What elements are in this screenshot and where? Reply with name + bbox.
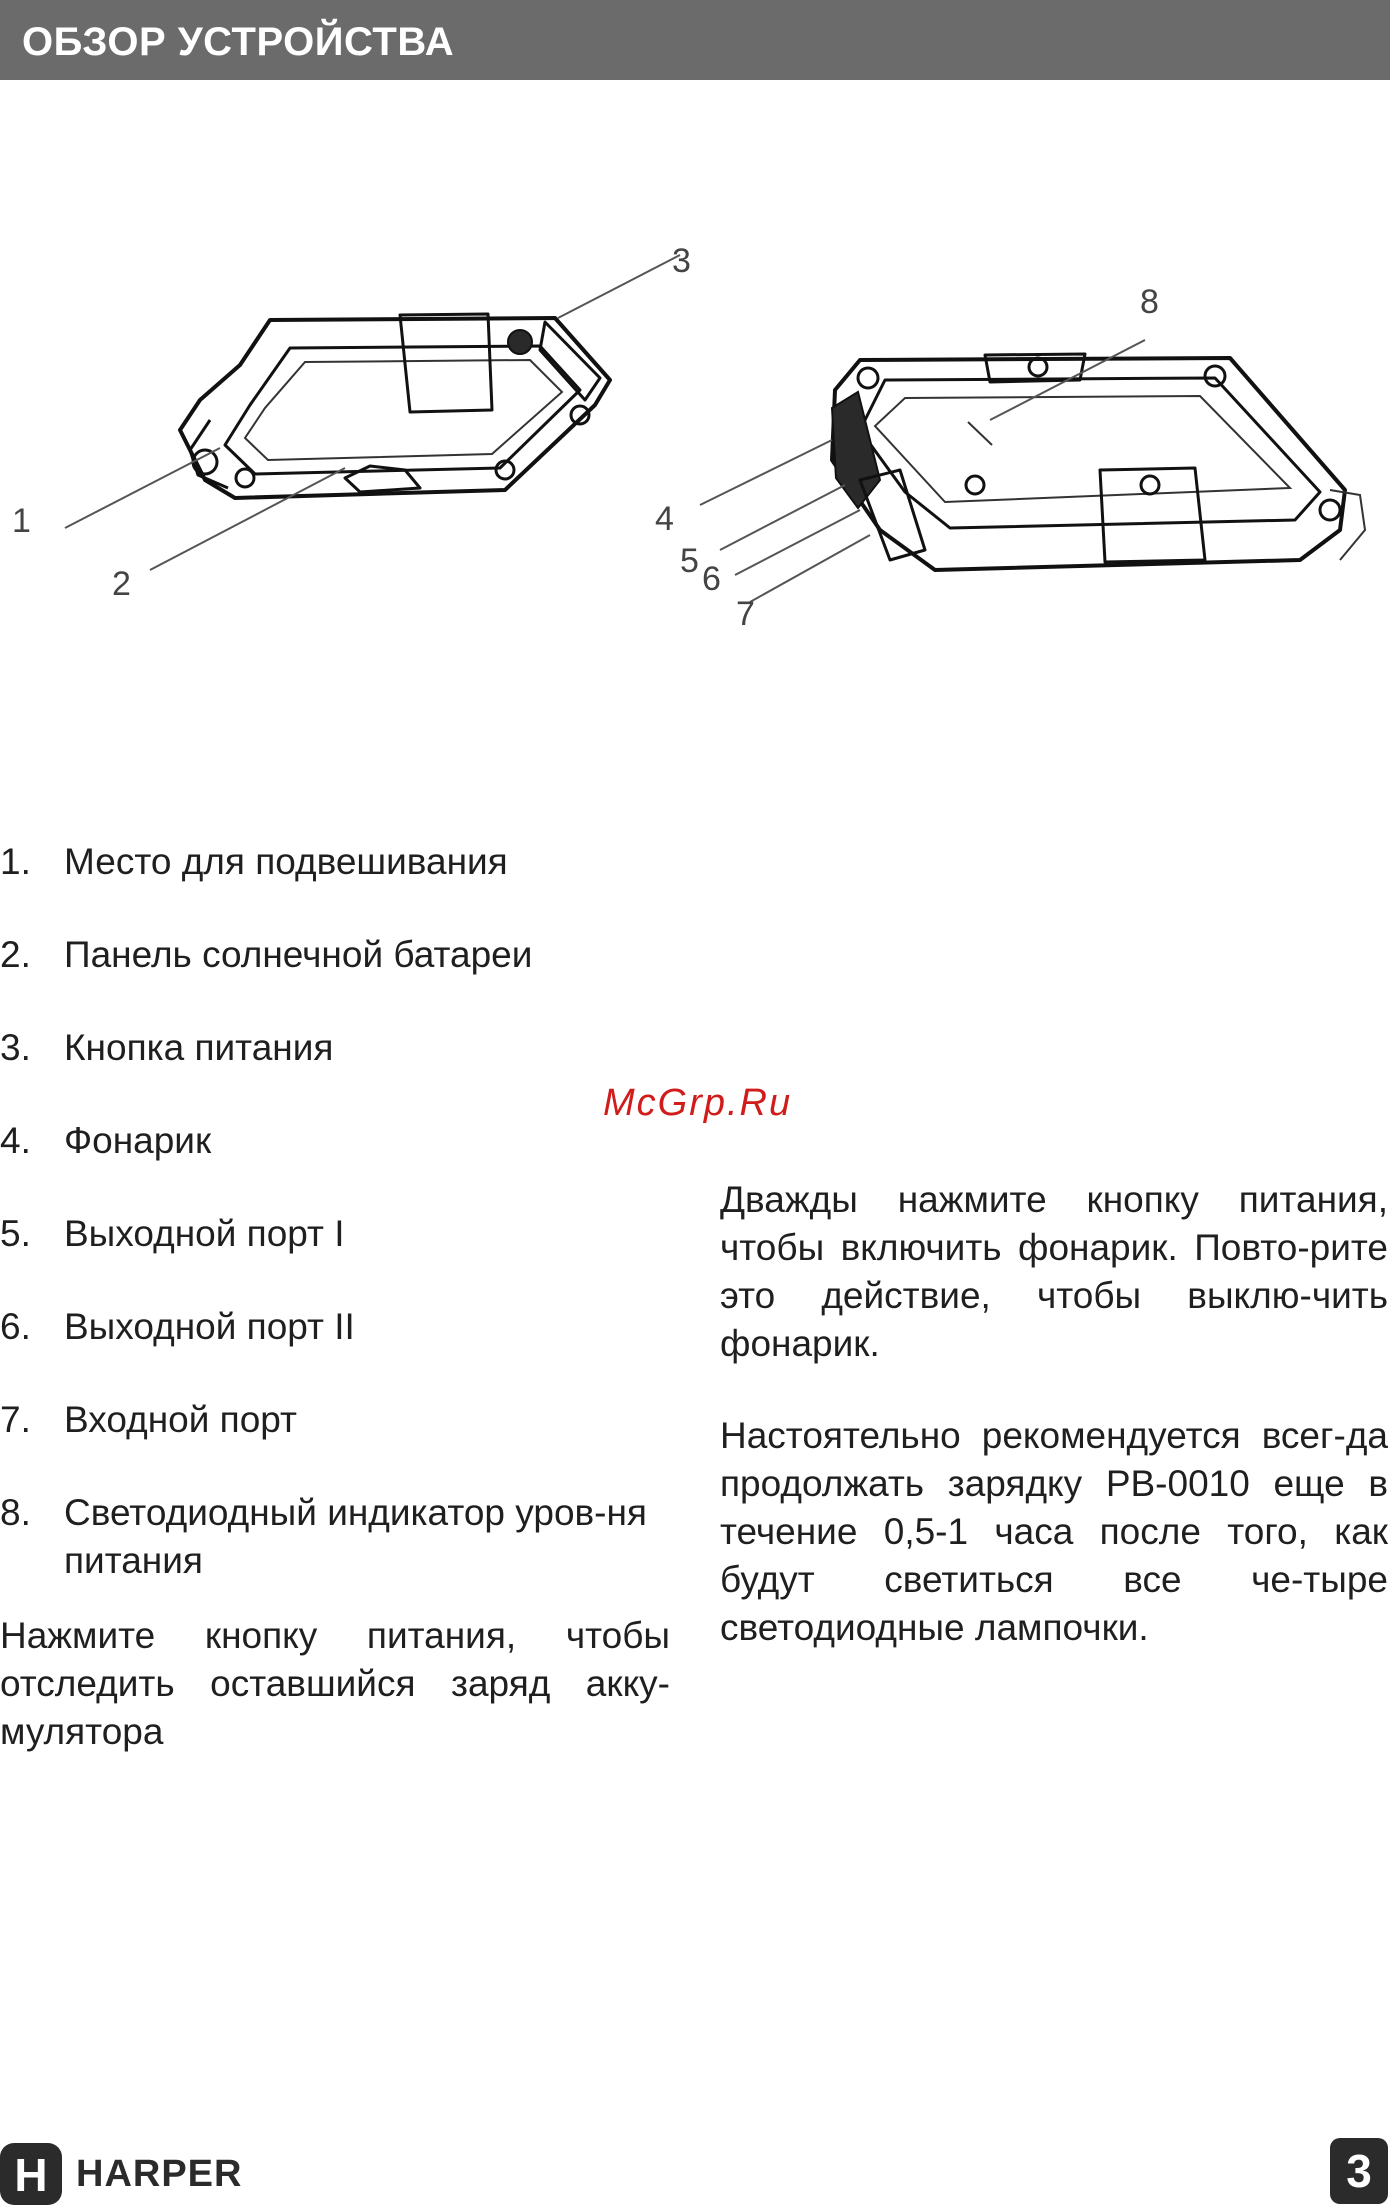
- leader-3: [558, 255, 680, 318]
- list-item-number: 3.: [0, 1027, 31, 1068]
- list-item-number: 5.: [0, 1213, 31, 1254]
- section-title: ОБЗОР УСТРОЙСТВА: [22, 20, 455, 64]
- brand-footer: [0, 2138, 242, 2210]
- list-item-label: Выходной порт I: [64, 1213, 345, 1254]
- list-item-label: Кнопка питания: [64, 1027, 334, 1068]
- paragraph-flashlight: Дважды нажмите кнопку питания, чтобы включить фонарик. Повто-рите это действие, чтобы выклю-чить фонарик.: [720, 1179, 1388, 1364]
- list-item-label: Фонарик: [64, 1120, 212, 1161]
- callout-4: 4: [655, 500, 674, 538]
- list-item: [0, 1396, 680, 1444]
- list-item: [0, 931, 680, 979]
- device-diagram: [0, 230, 1395, 650]
- device-left: [180, 314, 610, 498]
- callout-8: 8: [1140, 283, 1159, 321]
- list-item: [0, 1489, 680, 1585]
- logo-letter: H: [14, 2149, 48, 2201]
- leader-4: [700, 440, 832, 505]
- list-item: [0, 1024, 680, 1072]
- list-item: [0, 838, 680, 886]
- list-item-number: 4.: [0, 1120, 31, 1161]
- list-item-number: 7.: [0, 1399, 31, 1440]
- list-item: [0, 1303, 680, 1351]
- list-item-label: Входной порт: [64, 1399, 297, 1440]
- list-item-number: 8.: [0, 1492, 31, 1533]
- list-item-label: Светодиодный индикатор уров-ня питания: [64, 1492, 647, 1581]
- list-item-number: 6.: [0, 1306, 31, 1347]
- list-item-label: Панель солнечной батареи: [64, 934, 533, 975]
- list-item: [0, 1117, 680, 1165]
- callout-1: 1: [12, 502, 31, 540]
- paragraph-charging-advice: Настоятельно рекомендуется всег-да продолжать зарядку PB-0010 еще в течение 0,5-1 часа после того, как будут светиться все че-тыре светодиодные лампочки.: [720, 1415, 1388, 1648]
- section-header: [0, 0, 1390, 80]
- page-number: 3: [1330, 2138, 1388, 2204]
- list-item-number: 2.: [0, 934, 31, 975]
- list-item-label: Выходной порт II: [64, 1306, 355, 1347]
- callout-2: 2: [112, 565, 131, 603]
- device-right: [832, 354, 1365, 570]
- leader-1: [65, 448, 220, 528]
- list-item-number: 1.: [0, 841, 31, 882]
- list-item: [0, 1210, 680, 1258]
- parts-list: [0, 838, 680, 1585]
- watermark: McGrp.Ru: [603, 1082, 793, 1124]
- leader-7: [750, 535, 870, 602]
- callout-3: 3: [672, 242, 691, 280]
- leader-6: [735, 510, 860, 575]
- callout-5: 5: [680, 542, 699, 580]
- brand-name: HARPER: [76, 2152, 243, 2195]
- callout-7: 7: [736, 595, 755, 633]
- leader-5: [720, 485, 845, 550]
- list-item-label: Место для подвешивания: [64, 841, 508, 882]
- harper-logo-icon: [0, 2143, 62, 2205]
- paragraph-check-charge: Нажмите кнопку питания, чтобы отследить оставшийся заряд акку-мулятора: [0, 1615, 670, 1752]
- callout-6: 6: [702, 560, 721, 598]
